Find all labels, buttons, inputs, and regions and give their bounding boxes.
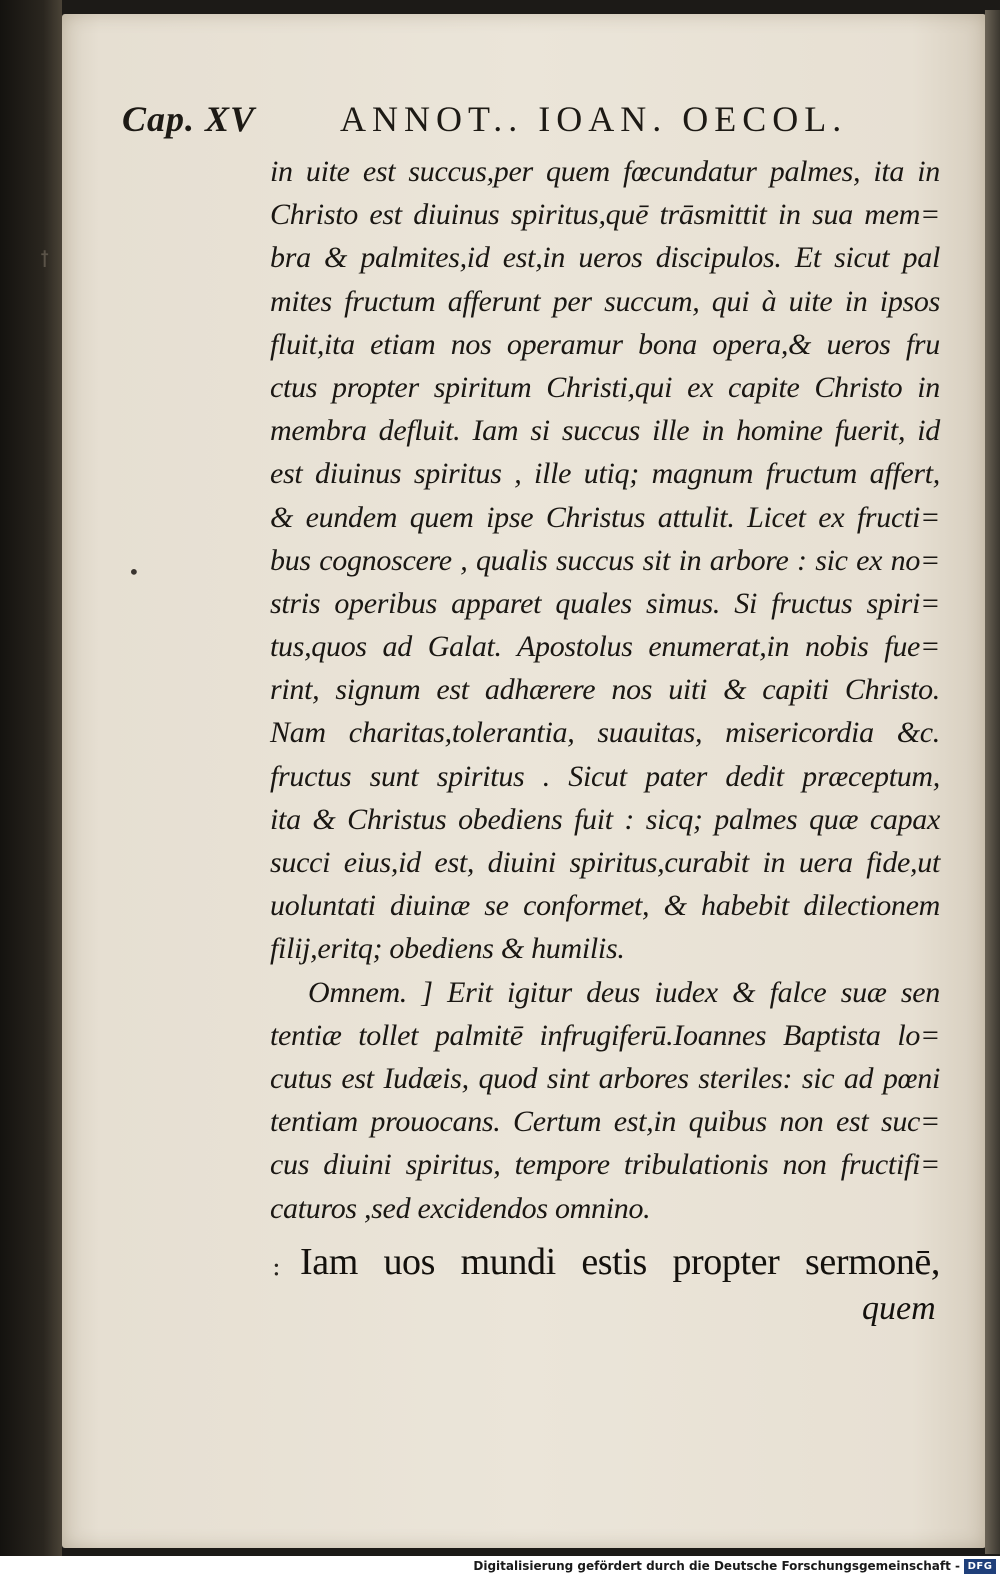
text-line: est diuinus spiritus , ille utiq; magnum fructum affert, <box>270 457 940 491</box>
text-line: mites fructum afferunt per succum, qui à uite in ipsos <box>270 284 940 318</box>
text-line: tentiam prouocans. Certum est,in quibus non est suc= <box>270 1105 940 1139</box>
lemma-mark: : <box>272 1252 281 1282</box>
text-line: in uite est succus,per quem fœcundatur palmes, ita in <box>270 155 940 188</box>
text-line: bra & palmites,id est,in ueros discipulos. Et sicut pal <box>270 241 940 275</box>
text-line: membra defluit. Iam si succus ille in homine fuerit, id <box>270 414 940 448</box>
text-line: succi eius,id est, diuini spiritus,curabit in uera fide,ut <box>270 846 940 879</box>
footer-bar <box>0 1556 1000 1578</box>
catchword: quem <box>862 1290 936 1327</box>
text-line: bus cognoscere , qualis succus sit in arbore : sic ex no= <box>270 543 940 577</box>
text-line: filij,eritq; obediens & humilis. <box>270 932 625 966</box>
funding-notice: Digitalisierung gefördert durch die Deutsche Forschungsgemeinschaft - <box>473 1559 960 1573</box>
text-line: Christo est diuinus spiritus,quē trāsmittit in sua mem= <box>270 198 940 232</box>
body-text <box>270 150 940 1230</box>
text-line: stris operibus apparet quales simus. Si fructus spiri= <box>270 586 940 620</box>
chapter-heading: Cap. XV <box>122 99 256 139</box>
dfg-logo: DFG <box>964 1559 996 1574</box>
text-line: tentiæ tollet palmitē infrugiferū.Ioannes Baptista lo= <box>270 1018 940 1052</box>
text-line: rint, signum est adhærere nos uiti & capiti Christo. <box>270 673 940 707</box>
text-line: ita & Christus obediens fuit : sicq; palmes quæ capax <box>270 802 940 836</box>
text-line: caturos ,sed excidendos omnino. <box>270 1191 651 1225</box>
text-line: cutus est Iudæis, quod sint arbores steriles: sic ad pœni <box>270 1061 940 1095</box>
book-gutter-shadow <box>0 0 62 1556</box>
text-line: & eundem quem ipse Christus attulit. Licet ex fructi= <box>270 500 940 534</box>
text-line: fluit,ita etiam nos operamur bona opera,& ueros fru <box>270 327 940 361</box>
text-line: Nam charitas,tolerantia, suauitas, misericordia &c. <box>270 716 940 750</box>
text-line-lemma-omnem: Omnem. ] Erit igitur deus iudex & falce suæ sen <box>308 975 940 1009</box>
text-line: cus diuini spiritus, tempore tribulationis non fructifi= <box>270 1148 940 1182</box>
page-edge <box>985 10 1000 1554</box>
scripture-lemma: Iam uos mundi estis propter sermonē, <box>300 1241 940 1283</box>
text-line: uoluntati diuinæ se conformet, & habebit dilectionem <box>270 889 940 923</box>
text-line: tus,quos ad Galat. Apostolus enumerat,in nobis fue= <box>270 630 940 664</box>
margin-mark: ꝉ <box>40 248 50 273</box>
margin-dot: • <box>128 560 140 584</box>
book-title-heading: ANNOT.. IOAN. OECOL. <box>340 99 848 139</box>
text-line: ctus propter spiritum Christi,qui ex capite Christo in <box>270 370 940 404</box>
text-line: fructus sunt spiritus . Sicut pater dedit præceptum, <box>270 759 940 793</box>
running-head <box>120 98 960 148</box>
